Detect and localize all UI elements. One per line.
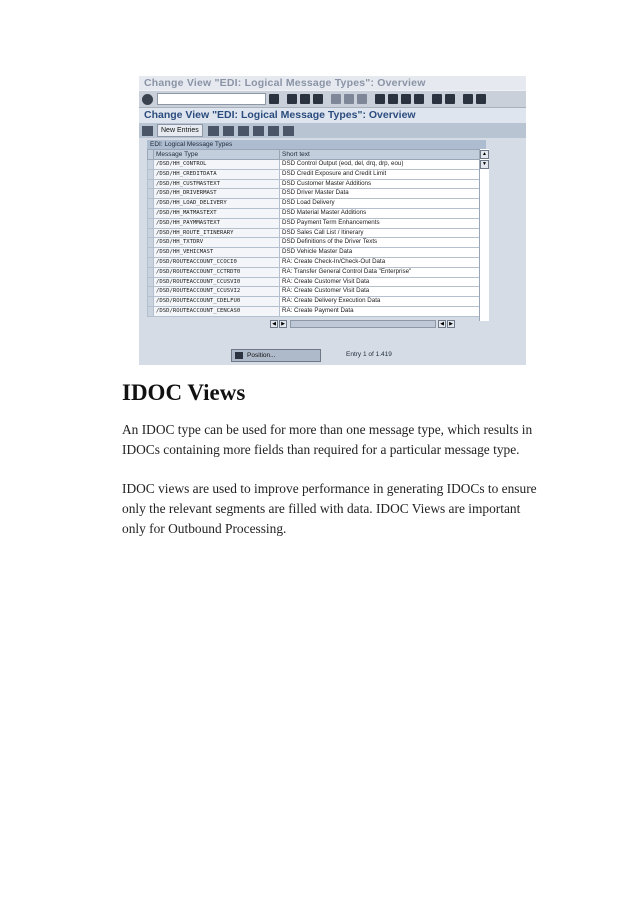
short-text-cell: RA: Create Payment Data <box>280 306 487 316</box>
table-container <box>147 140 486 317</box>
short-text-cell: RA: Create Delivery Execution Data <box>280 297 487 307</box>
short-text-cell: RA: Transfer General Control Data "Enterprise" <box>280 267 487 277</box>
short-text-cell: DSD Sales Call List / Itinerary <box>280 228 487 238</box>
print-icon[interactable] <box>331 94 341 104</box>
message-type-cell: /DSD/ROUTEACCOUNT_CCOCI0 <box>154 257 280 267</box>
copy-icon[interactable] <box>208 126 219 136</box>
delete-icon[interactable] <box>223 126 234 136</box>
table-row[interactable] <box>148 306 487 316</box>
message-type-cell: /DSD/ROUTEACCOUNT_CDELFU0 <box>154 297 280 307</box>
select-all-icon[interactable] <box>253 126 264 136</box>
short-text-cell: DSD Load Delivery <box>280 199 487 209</box>
table-row[interactable] <box>148 248 487 258</box>
paragraph-1: An IDOC type can be used for more than one message type, which results in IDOCs containing more fields than required for a particular message type. <box>122 422 533 457</box>
entry-counter: Entry 1 of 1.419 <box>346 351 392 358</box>
short-text-cell: RA: Create Customer Visit Data <box>280 277 487 287</box>
screen-title: Change View "EDI: Logical Message Types": Overview <box>139 108 526 123</box>
short-text-cell: DSD Material Master Additions <box>280 208 487 218</box>
next-page-icon[interactable] <box>401 94 411 104</box>
message-type-cell: /DSD/HH_LOAD_DELIVERY <box>154 199 280 209</box>
position-button[interactable] <box>231 349 321 362</box>
short-text-cell: DSD Payment Term Enhancements <box>280 218 487 228</box>
find-next-icon[interactable] <box>357 94 367 104</box>
layout-icon[interactable] <box>476 94 486 104</box>
column-header-short-text[interactable]: Short text <box>280 150 487 160</box>
application-toolbar <box>139 123 526 138</box>
message-type-cell: /DSD/HH_VEHICMAST <box>154 248 280 258</box>
first-page-icon[interactable] <box>375 94 385 104</box>
short-text-cell: DSD Credit Exposure and Credit Limit <box>280 169 487 179</box>
message-type-cell: /DSD/ROUTEACCOUNT_CENCAS0 <box>154 306 280 316</box>
message-type-cell: /DSD/HH_PAYMMASTEXT <box>154 218 280 228</box>
table-row[interactable] <box>148 267 487 277</box>
cancel-icon[interactable] <box>313 94 323 104</box>
command-field[interactable] <box>157 93 266 105</box>
message-type-cell: /DSD/HH_CONTROL <box>154 160 280 170</box>
table-row[interactable] <box>148 160 487 170</box>
last-page-icon[interactable] <box>414 94 424 104</box>
help-icon[interactable] <box>463 94 473 104</box>
table-row[interactable] <box>148 277 487 287</box>
table-row[interactable] <box>148 218 487 228</box>
table-row[interactable] <box>148 287 487 297</box>
horizontal-scrollbar[interactable] <box>270 320 456 328</box>
section-heading: IDOC Views <box>122 380 246 405</box>
message-type-cell: /DSD/HH_CREDITDATA <box>154 169 280 179</box>
previous-page-icon[interactable] <box>388 94 398 104</box>
undo-icon[interactable] <box>238 126 249 136</box>
short-text-cell: RA: Create Customer Visit Data <box>280 287 487 297</box>
vertical-scrollbar[interactable] <box>479 149 489 321</box>
column-header-message-type[interactable]: Message Type <box>154 150 280 160</box>
display-change-icon[interactable] <box>142 126 153 136</box>
short-text-cell: DSD Customer Master Additions <box>280 179 487 189</box>
horizontal-scroll-track[interactable] <box>290 320 436 328</box>
shortcut-icon[interactable] <box>445 94 455 104</box>
table-row[interactable] <box>148 297 487 307</box>
message-type-cell: /DSD/ROUTEACCOUNT_CCUSVI0 <box>154 277 280 287</box>
table-row[interactable] <box>148 208 487 218</box>
short-text-cell: DSD Control Output (eod, del, drq, drp, eou) <box>280 160 487 170</box>
scroll-right-end-icon[interactable]: ▶ <box>447 320 455 328</box>
message-type-cell: /DSD/HH_CUSTMASTEXT <box>154 179 280 189</box>
message-type-cell: /DSD/HH_DRIVERMAST <box>154 189 280 199</box>
select-block-icon[interactable] <box>268 126 279 136</box>
message-type-cell: /DSD/ROUTEACCOUNT_CCUSVI2 <box>154 287 280 297</box>
back-icon[interactable] <box>287 94 297 104</box>
position-button-label: Position... <box>247 352 276 359</box>
deselect-all-icon[interactable] <box>283 126 294 136</box>
table-row[interactable] <box>148 179 487 189</box>
message-type-cell: /DSD/HH_MATMASTEXT <box>154 208 280 218</box>
table-row[interactable] <box>148 228 487 238</box>
new-session-icon[interactable] <box>432 94 442 104</box>
short-text-cell: DSD Vehicle Master Data <box>280 248 487 258</box>
message-type-cell: /DSD/HH_ROUTE_ITINERARY <box>154 228 280 238</box>
table-row[interactable] <box>148 257 487 267</box>
standard-toolbar <box>139 90 526 108</box>
enter-icon[interactable] <box>142 94 153 105</box>
paragraph-2: IDOC views are used to improve performance in generating IDOCs to ensure only the relevant segments are filled with data. IDOC Views are important only for Outbound Processing. <box>122 481 537 536</box>
message-type-cell: /DSD/HH_TXTDRV <box>154 238 280 248</box>
message-types-table <box>147 149 487 317</box>
table-caption: EDI: Logical Message Types <box>147 140 486 149</box>
window-title: Change View "EDI: Logical Message Types": Overview <box>139 76 526 90</box>
bottom-bar <box>139 341 526 365</box>
save-icon[interactable] <box>269 94 279 104</box>
short-text-cell: DSD Definitions of the Driver Texts <box>280 238 487 248</box>
position-icon <box>235 352 243 359</box>
table-row[interactable] <box>148 238 487 248</box>
exit-icon[interactable] <box>300 94 310 104</box>
short-text-cell: RA: Create Check-In/Check-Out Data <box>280 257 487 267</box>
find-icon[interactable] <box>344 94 354 104</box>
new-entries-button[interactable]: New Entries <box>157 124 203 137</box>
scroll-left-icon[interactable]: ◀ <box>270 320 278 328</box>
message-type-cell: /DSD/ROUTEACCOUNT_CCTRDT0 <box>154 267 280 277</box>
scroll-up-icon[interactable]: ▲ <box>480 150 489 159</box>
sap-screenshot <box>139 76 526 365</box>
scroll-down-icon[interactable]: ▼ <box>480 160 489 169</box>
short-text-cell: DSD Driver Master Data <box>280 189 487 199</box>
table-row[interactable] <box>148 199 487 209</box>
scroll-right-icon[interactable]: ▶ <box>279 320 287 328</box>
scroll-left-end-icon[interactable]: ◀ <box>438 320 446 328</box>
table-row[interactable] <box>148 169 487 179</box>
table-row[interactable] <box>148 189 487 199</box>
